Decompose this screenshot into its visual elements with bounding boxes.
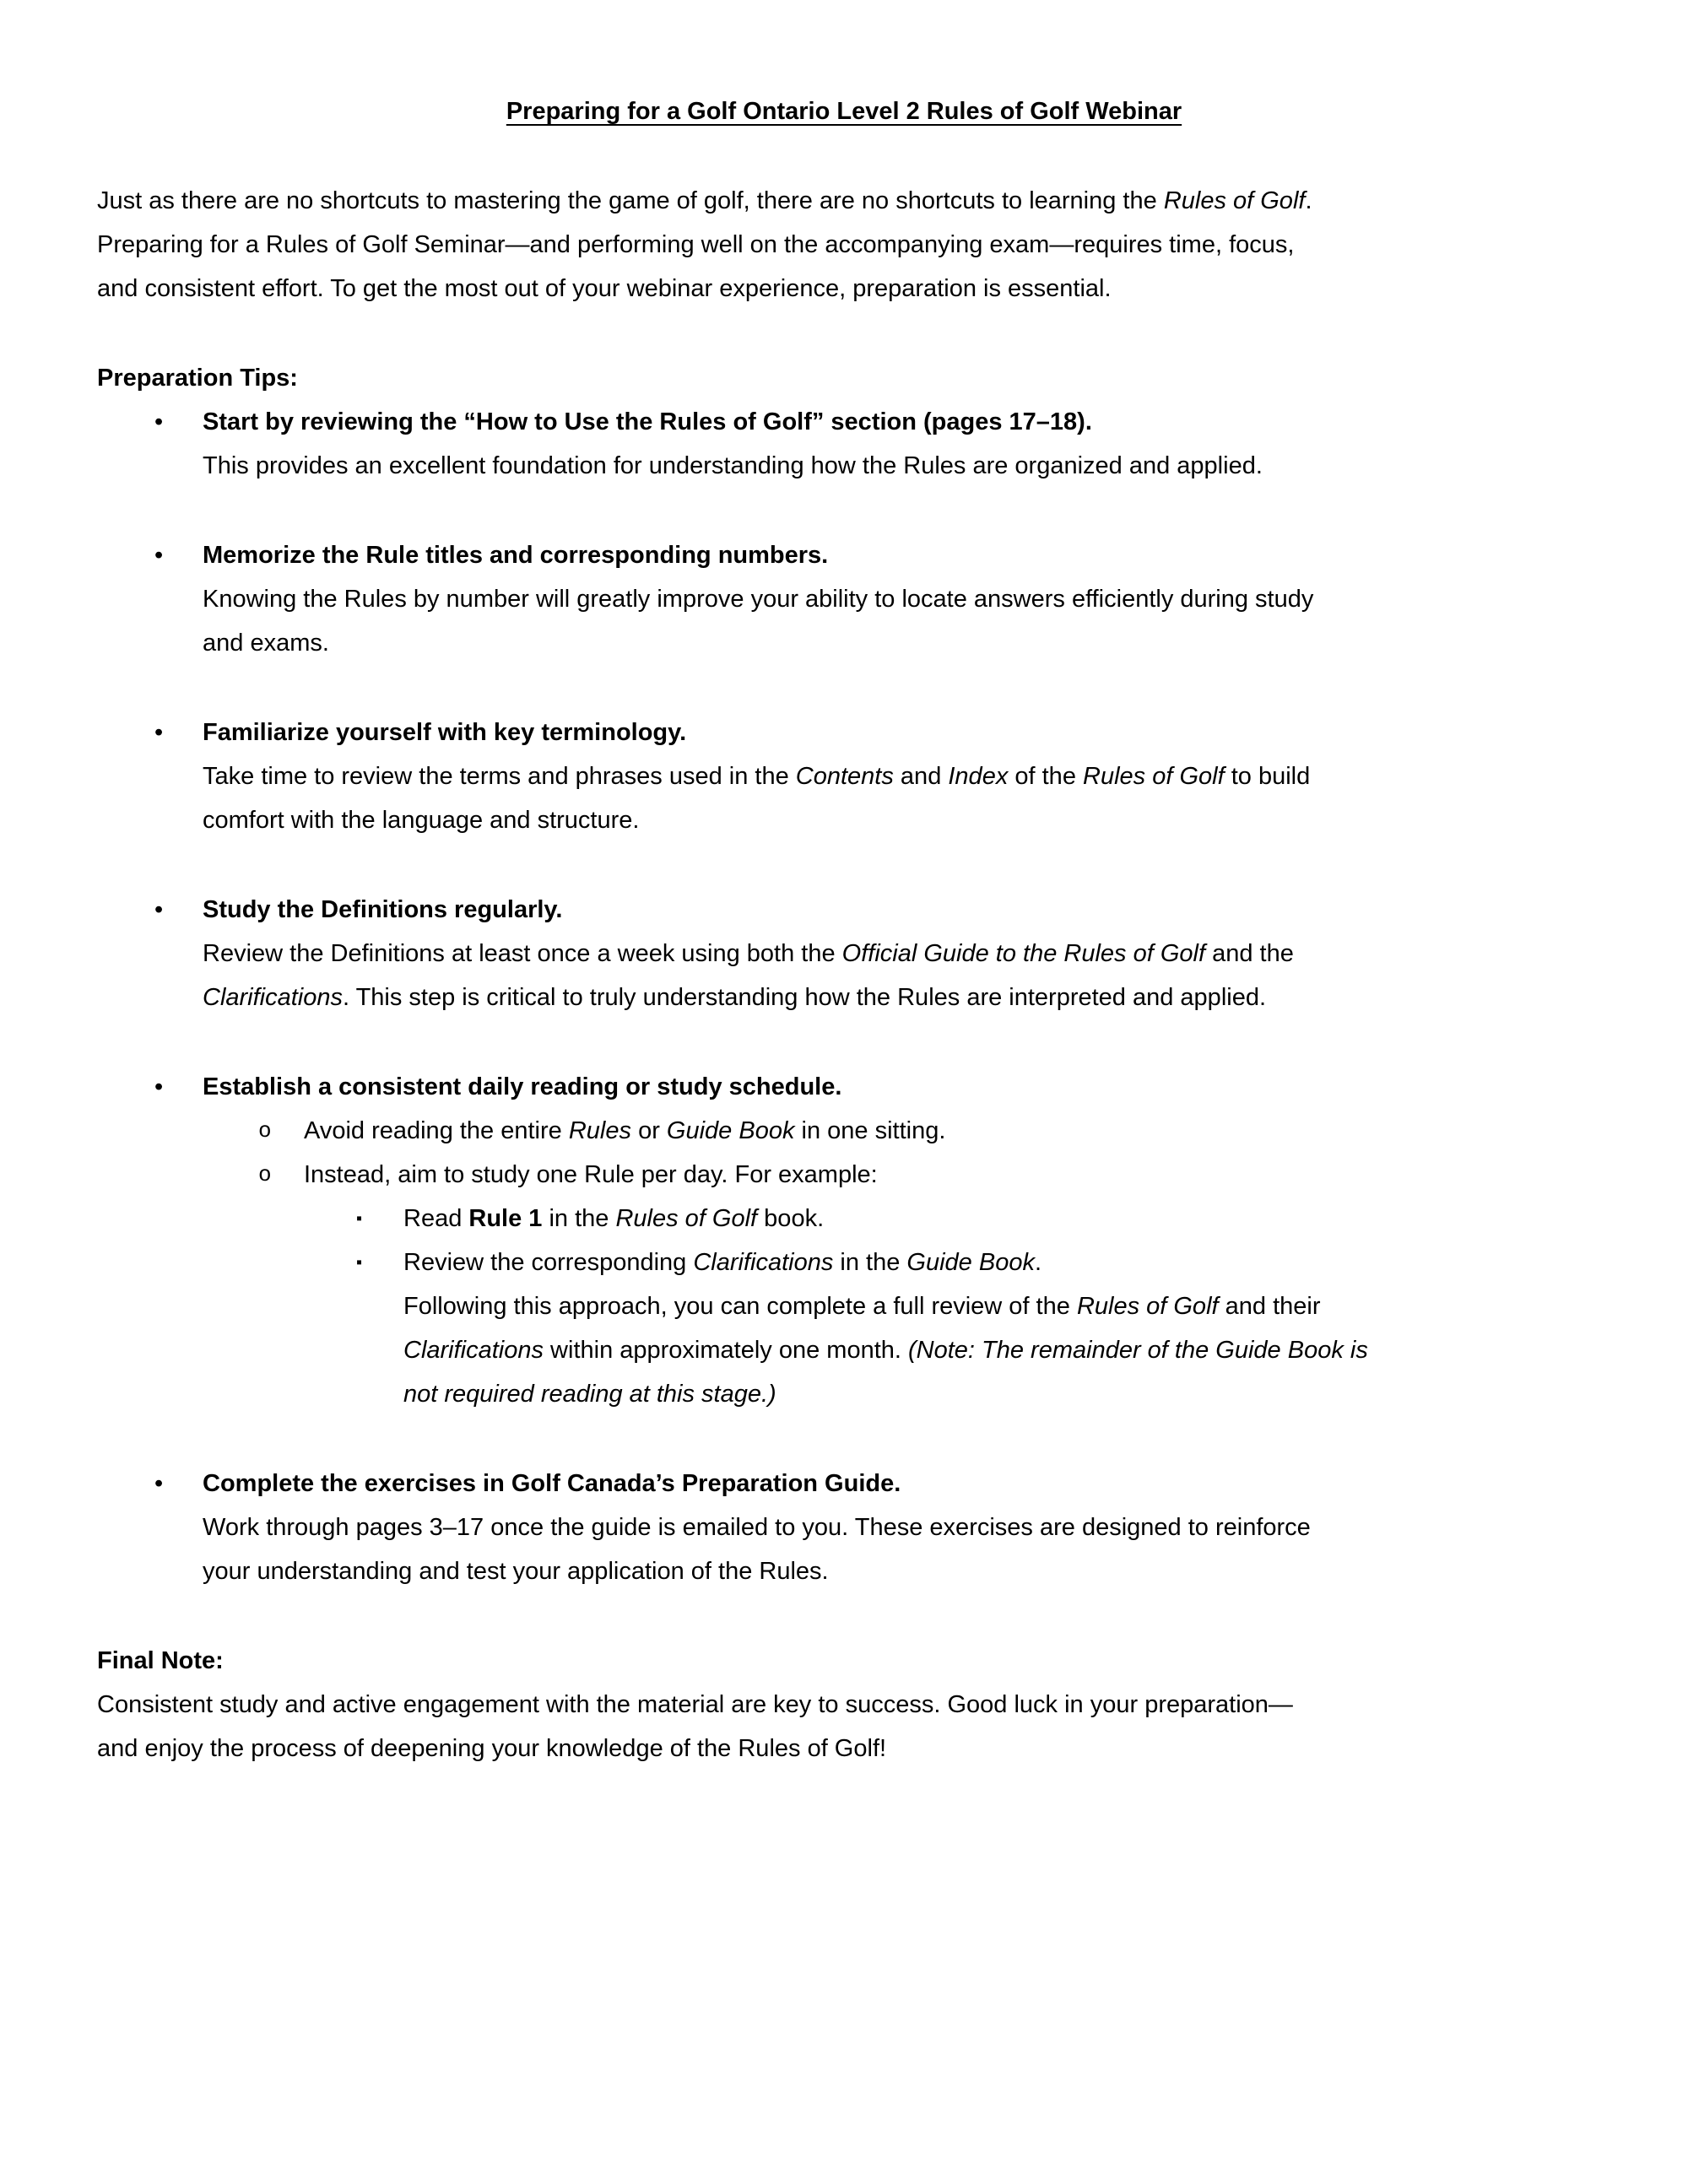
bullet-square-icon: ▪ xyxy=(356,1253,363,1272)
list-item-text: Start by reviewing the “How to Use the Rules of Golf” section (pages 17–18). This provides an excellent foundation for understanding how the Rules are organized and applied. xyxy=(203,408,1263,479)
list-item xyxy=(97,1462,1591,1593)
bullet-memorize-titles xyxy=(97,533,1591,665)
list-item xyxy=(97,1197,1591,1241)
bullet-disc-icon: • xyxy=(154,1470,164,1497)
list-item xyxy=(97,711,1591,842)
list-item-text: Establish a consistent daily reading or study schedule. xyxy=(203,1073,842,1100)
list-item-text: Read Rule 1 in the Rules of Golf book. xyxy=(403,1205,825,1232)
bullet-disc-icon: • xyxy=(154,896,164,923)
list-item xyxy=(97,400,1591,488)
final-note-heading: Final Note: xyxy=(97,1647,224,1674)
bullet-exercises xyxy=(97,1462,1591,1593)
bullet-disc-icon: • xyxy=(154,1073,164,1100)
list-item xyxy=(97,888,1591,1019)
preparation-tips-heading: Preparation Tips: xyxy=(97,365,298,392)
page-title: Preparing for a Golf Ontario Level 2 Rules of Golf Webinar xyxy=(506,98,1182,125)
final-note-paragraph: Consistent study and active engagement with the material are key to success. Good luck in your preparation— and enjoy the process of deepening your knowledge of the Rules of Golf! xyxy=(97,1691,1293,1762)
bullet-circle-icon: o xyxy=(258,1118,272,1143)
bullet-schedule-group xyxy=(97,1065,1591,1416)
list-item-text: Avoid reading the entire Rules or Guide Book in one sitting. xyxy=(304,1117,946,1144)
list-item xyxy=(97,1065,1591,1109)
list-item xyxy=(97,1241,1591,1416)
list-item-text: Familiarize yourself with key terminology. Take time to review the terms and phrases used in the Contents and Index of the Rules of Golf to build comfort with the language and structure. xyxy=(203,719,1311,834)
list-item-text: Study the Definitions regularly. Review the Definitions at least once a week using both the Official Guide to the Rules of Golf and the Clarifications. This step is critical to truly understanding how the Rules are interpreted and applied. xyxy=(203,896,1294,1011)
bullet-circle-icon: o xyxy=(258,1162,272,1187)
list-item xyxy=(97,1153,1591,1197)
bullet-square-icon: ▪ xyxy=(356,1209,363,1228)
list-item xyxy=(97,533,1591,665)
intro-paragraph: Just as there are no shortcuts to mastering the game of golf, there are no shortcuts to learning the Rules of Golf. Preparing for a Rules of Golf Seminar—and performing well on the accompanying exam—requires time, focus, and consistent effort. To get the most out of your webinar experience, preparation is essential. xyxy=(97,187,1312,302)
bullet-definitions xyxy=(97,888,1591,1019)
bullet-disc-icon: • xyxy=(154,408,164,435)
list-item-text: Instead, aim to study one Rule per day. For example: xyxy=(304,1161,878,1188)
bullet-terminology xyxy=(97,711,1591,842)
list-item xyxy=(97,1109,1591,1153)
list-item-text: Review the corresponding Clarifications in the Guide Book. Following this approach, you can complete a full review of the Rules of Golf and their Clarifications within approximately one month. (Note: The remainder of the Guide Book is not required reading at this stage.) xyxy=(403,1249,1368,1408)
list-item-text: Complete the exercises in Golf Canada’s Preparation Guide. Work through pages 3–17 once the guide is emailed to you. These exercises are designed to reinforce your understanding and test your application of the Rules. xyxy=(203,1470,1311,1585)
bullet-disc-icon: • xyxy=(154,542,164,569)
bullet-disc-icon: • xyxy=(154,719,164,746)
bullet-review-section xyxy=(97,400,1591,488)
list-item-text: Memorize the Rule titles and corresponding numbers. Knowing the Rules by number will greatly improve your ability to locate answers efficiently during study and exams. xyxy=(203,542,1314,657)
